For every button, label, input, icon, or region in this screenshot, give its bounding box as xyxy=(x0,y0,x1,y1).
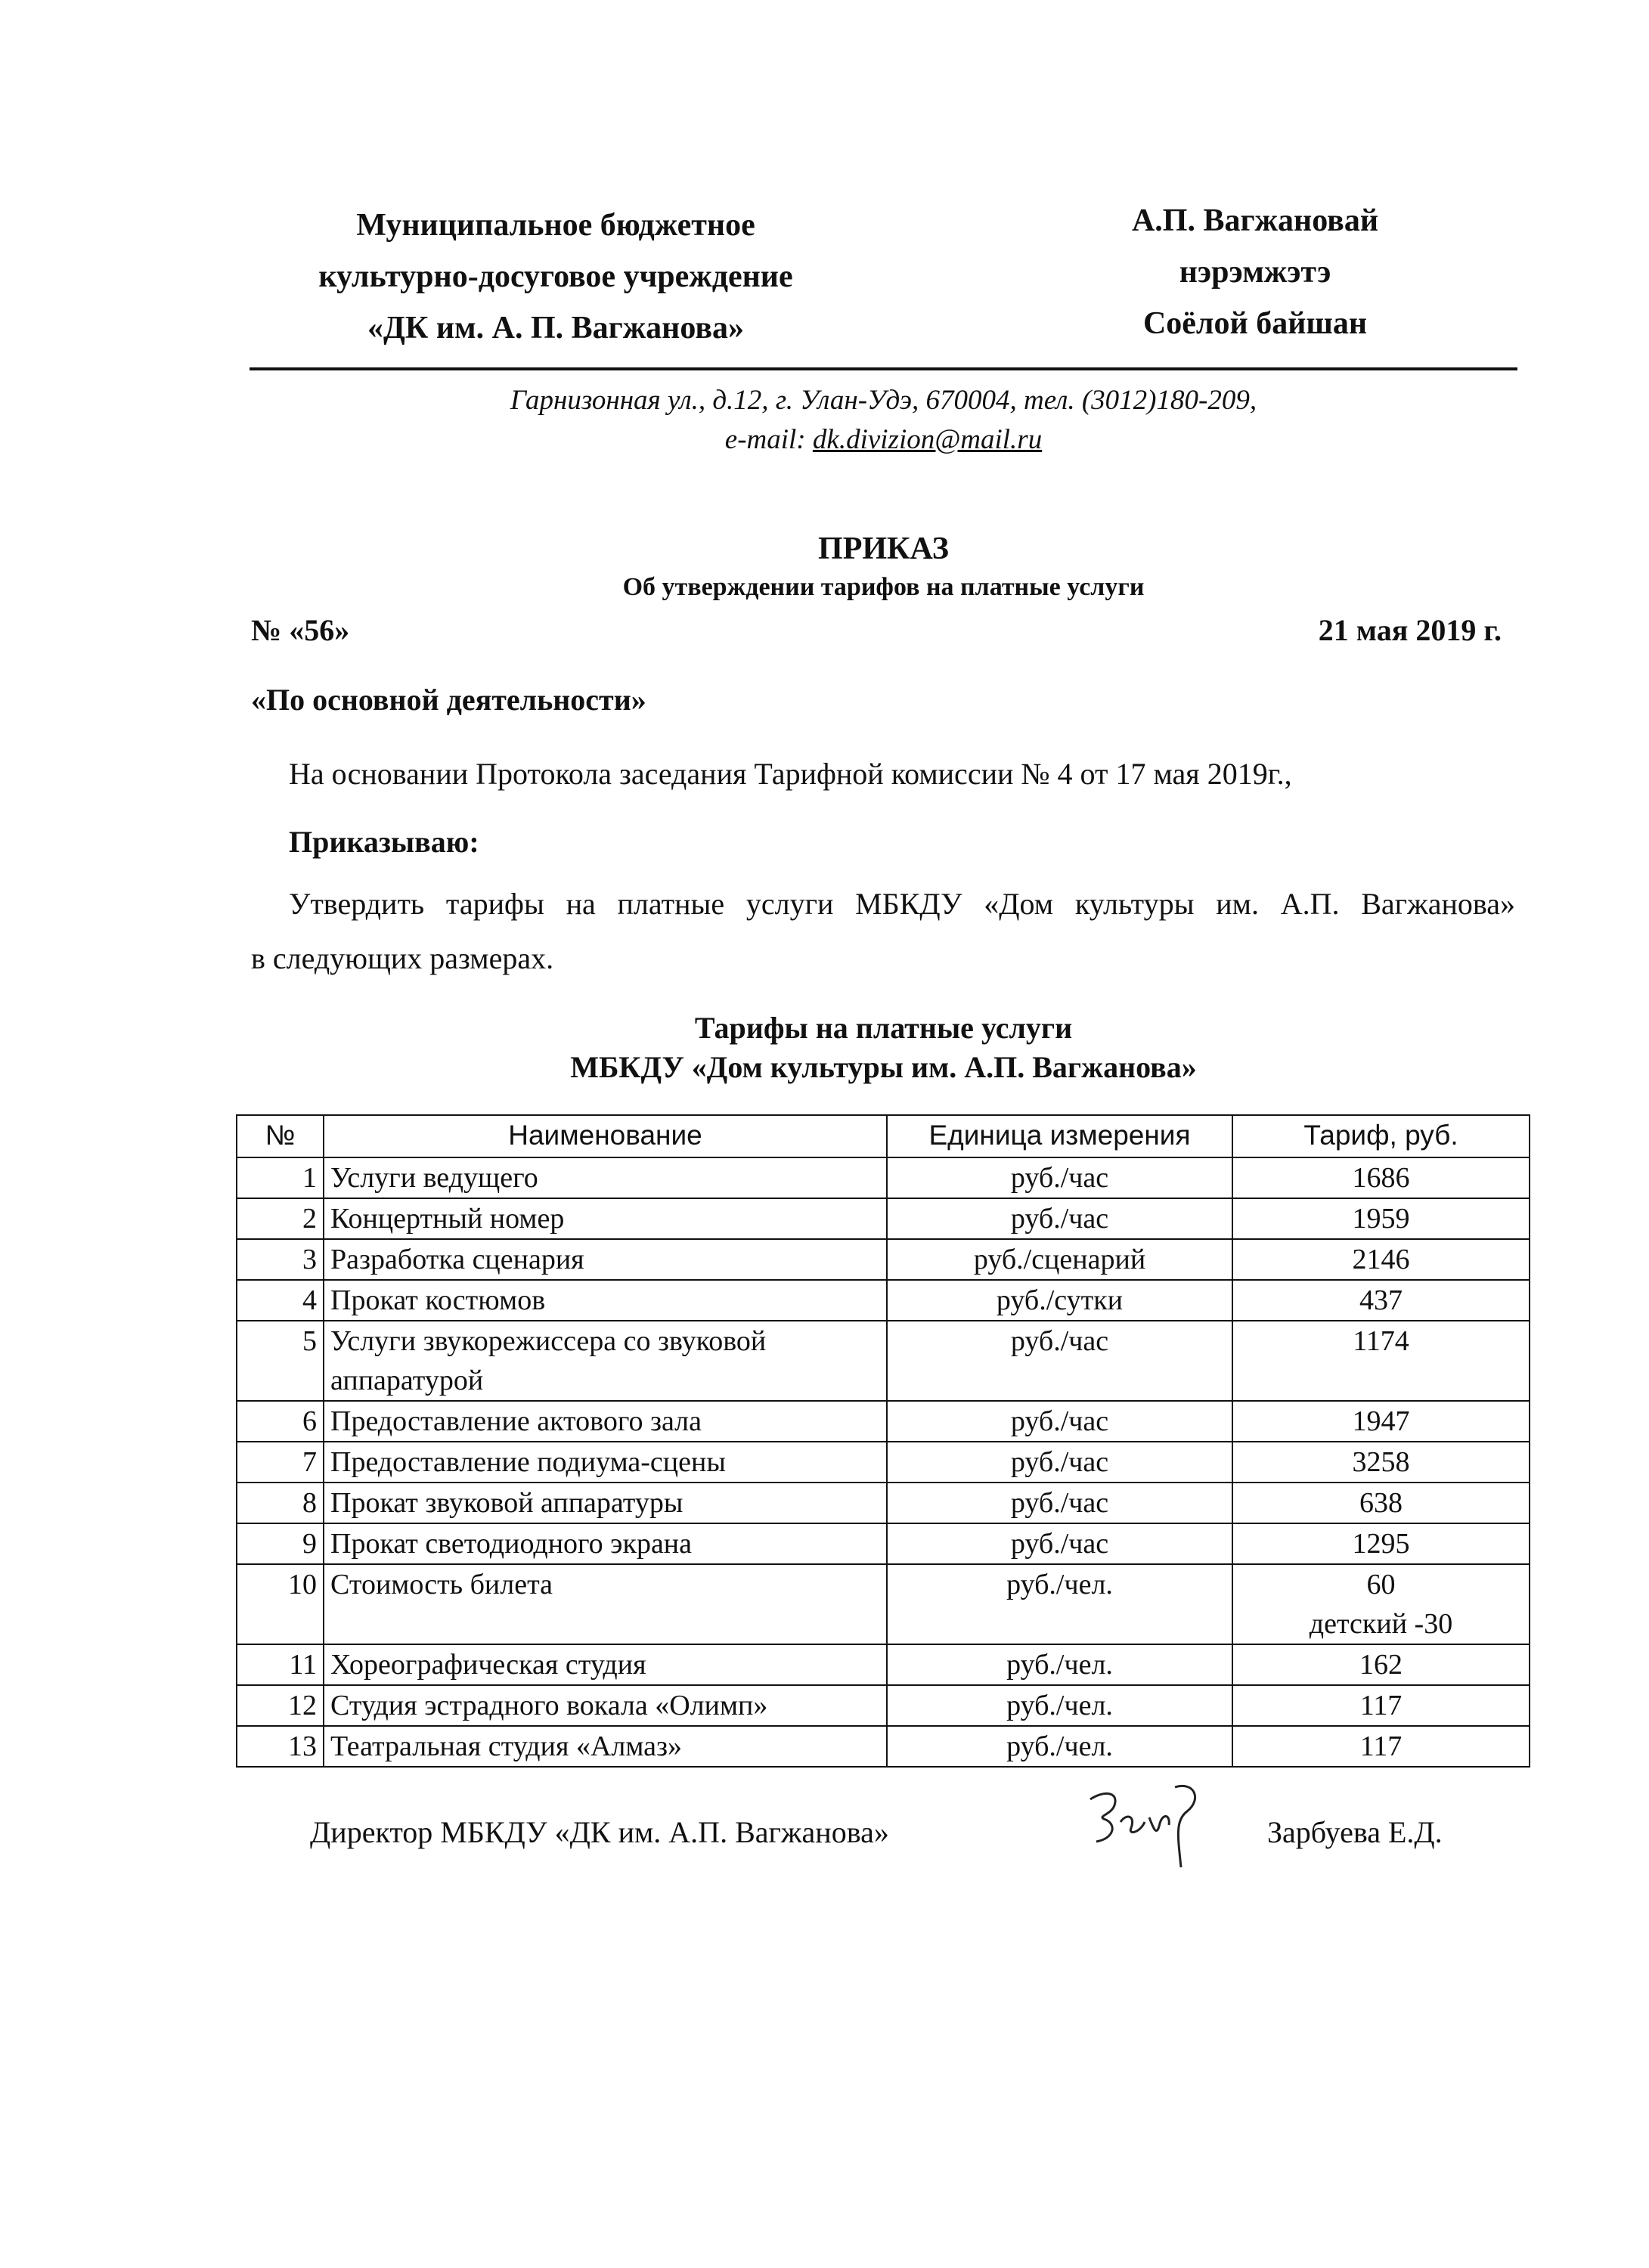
table-row xyxy=(237,1726,1530,1767)
row-number-text: 3 xyxy=(302,1244,317,1275)
unit-of-measure xyxy=(887,1239,1232,1280)
unit-of-measure xyxy=(887,1321,1232,1401)
tariff-value-text: 117 xyxy=(1359,1730,1403,1762)
email-label: e-mail: xyxy=(724,424,806,455)
org-name-line: Муниципальное бюджетное xyxy=(356,208,755,243)
row-number-text: 4 xyxy=(302,1284,317,1316)
service-name-text: Хореографическая студия xyxy=(330,1649,646,1681)
service-name xyxy=(324,1442,887,1483)
col-header-number: № xyxy=(237,1115,324,1157)
service-name-text: Прокат костюмов xyxy=(330,1284,546,1316)
activity-type: «По основной деятельности» xyxy=(251,683,646,717)
table-row xyxy=(237,1523,1530,1564)
table-row xyxy=(237,1198,1530,1239)
service-name-text: Предоставление подиума-сцены xyxy=(330,1446,726,1478)
unit-of-measure xyxy=(887,1564,1232,1644)
org-name-russian xyxy=(242,200,869,354)
tariff-value xyxy=(1232,1442,1530,1483)
service-name xyxy=(324,1239,887,1280)
tariff-value-text: 638 xyxy=(1359,1487,1403,1519)
row-number xyxy=(237,1442,324,1483)
service-name-text: Прокат светодиодного экрана xyxy=(330,1528,693,1560)
tariff-value-text: 437 xyxy=(1359,1284,1403,1316)
table-row xyxy=(237,1483,1530,1523)
basis-paragraph: На основании Протокола заседания Тарифной комиссии № 4 от 17 мая 2019г., xyxy=(289,757,1292,791)
unit-of-measure-text: руб./чел. xyxy=(1006,1690,1113,1721)
org-name-line: культурно-досуговое учреждение xyxy=(318,259,793,294)
service-name xyxy=(324,1198,887,1239)
table-row xyxy=(237,1321,1530,1401)
tariffs-table xyxy=(236,1114,1530,1768)
unit-of-measure xyxy=(887,1726,1232,1767)
table-title-org: МБКДУ «Дом культуры им. А.П. Вагжанова» xyxy=(570,1050,1197,1084)
service-name-text: Студия эстрадного вокала «Олимп» xyxy=(330,1690,768,1721)
row-number-text: 12 xyxy=(288,1690,317,1721)
col-header-unit: Единица измерения xyxy=(887,1115,1232,1157)
tariff-value-text: 1959 xyxy=(1352,1203,1410,1235)
tariff-value xyxy=(1232,1280,1530,1321)
director-title: Директор МБКДУ «ДК им. А.П. Вагжанова» xyxy=(310,1815,889,1849)
row-number xyxy=(237,1564,324,1644)
director-name: Зарбуева Е.Д. xyxy=(1267,1815,1443,1849)
unit-of-measure-text: руб./час xyxy=(1010,1162,1109,1194)
unit-of-measure xyxy=(887,1685,1232,1726)
service-name-text: Концертный номер xyxy=(330,1203,565,1235)
unit-of-measure xyxy=(887,1157,1232,1198)
tariff-value-text: 1295 xyxy=(1352,1528,1410,1560)
org-name-line: «ДК им. А. П. Вагжанова» xyxy=(367,311,745,345)
row-number-text: 9 xyxy=(302,1528,317,1560)
row-number xyxy=(237,1198,324,1239)
row-number xyxy=(237,1321,324,1401)
table-row xyxy=(237,1442,1530,1483)
approve-paragraph-cont: в следующих размерах. xyxy=(251,941,554,975)
header-divider xyxy=(250,367,1517,370)
row-number-text: 11 xyxy=(289,1649,317,1681)
service-name-text: Театральная студия «Алмаз» xyxy=(330,1730,683,1762)
org-name-line: А.П. Вагжановай xyxy=(1131,203,1379,238)
unit-of-measure-text: руб./чел. xyxy=(1006,1730,1113,1762)
tariff-value xyxy=(1232,1483,1530,1523)
row-number-text: 5 xyxy=(302,1325,317,1357)
table-row xyxy=(237,1239,1530,1280)
unit-of-measure-text: руб./час xyxy=(1010,1446,1109,1478)
service-name-text: Прокат звуковой аппаратуры xyxy=(330,1487,683,1519)
service-name xyxy=(324,1685,887,1726)
order-date: 21 мая 2019 г. xyxy=(1318,613,1502,647)
row-number-text: 1 xyxy=(302,1162,317,1194)
row-number xyxy=(237,1483,324,1523)
org-name-line: Соёлой байшан xyxy=(1142,306,1368,341)
row-number-text: 10 xyxy=(288,1569,317,1600)
tariff-extra-text: детский -30 xyxy=(1309,1608,1453,1640)
unit-of-measure-text: руб./час xyxy=(1010,1528,1109,1560)
unit-of-measure xyxy=(887,1523,1232,1564)
row-number-text: 7 xyxy=(302,1446,317,1478)
row-number xyxy=(237,1685,324,1726)
row-number xyxy=(237,1644,324,1685)
tariff-value-text: 117 xyxy=(1359,1690,1403,1721)
row-number xyxy=(237,1726,324,1767)
unit-of-measure xyxy=(887,1644,1232,1685)
email-link[interactable]: dk.divizion@mail.ru xyxy=(812,424,1043,455)
unit-of-measure-text: руб./сценарий xyxy=(973,1244,1146,1275)
order-number: № «56» xyxy=(251,613,350,647)
tariff-value xyxy=(1232,1564,1530,1644)
service-name-text: Разработка сценария xyxy=(330,1244,584,1275)
unit-of-measure-text: руб./час xyxy=(1010,1487,1109,1519)
tariff-value xyxy=(1232,1157,1530,1198)
tariff-value-text: 1686 xyxy=(1352,1162,1410,1194)
table-title: Тарифы на платные услуги xyxy=(694,1011,1073,1045)
service-name-text: Предоставление актового зала xyxy=(330,1405,702,1437)
table-header-row xyxy=(237,1115,1530,1157)
approve-paragraph: Утвердить тарифы на платные услуги МБКДУ «Дом культуры им. А.П. Вагжанова» xyxy=(289,887,1515,921)
col-header-tariff: Тариф, руб. xyxy=(1232,1115,1530,1157)
tariff-value xyxy=(1232,1726,1530,1767)
handwritten-signature-icon xyxy=(1081,1777,1217,1875)
row-number xyxy=(237,1523,324,1564)
unit-of-measure-text: руб./час xyxy=(1010,1405,1109,1437)
table-row xyxy=(237,1280,1530,1321)
tariff-value-text: 1947 xyxy=(1352,1405,1410,1437)
col-header-name: Наименование xyxy=(324,1115,887,1157)
tariff-value xyxy=(1232,1644,1530,1685)
unit-of-measure xyxy=(887,1198,1232,1239)
service-name xyxy=(324,1157,887,1198)
email-line xyxy=(250,423,1517,456)
unit-of-measure xyxy=(887,1401,1232,1442)
unit-of-measure xyxy=(887,1280,1232,1321)
row-number-text: 6 xyxy=(302,1405,317,1437)
service-name xyxy=(324,1401,887,1442)
service-name xyxy=(324,1321,887,1401)
directive-heading: Приказываю: xyxy=(289,825,479,859)
unit-of-measure-text: руб./час xyxy=(1010,1203,1109,1235)
table-row xyxy=(237,1685,1530,1726)
tariff-value xyxy=(1232,1239,1530,1280)
table-row xyxy=(237,1157,1530,1198)
row-number-text: 2 xyxy=(302,1203,317,1235)
org-name-buryat xyxy=(1036,195,1474,349)
row-number xyxy=(237,1239,324,1280)
service-name xyxy=(324,1644,887,1685)
row-number xyxy=(237,1157,324,1198)
tariff-value xyxy=(1232,1198,1530,1239)
row-number xyxy=(237,1280,324,1321)
table-row xyxy=(237,1644,1530,1685)
table-row xyxy=(237,1401,1530,1442)
org-name-line: нэрэмжэтэ xyxy=(1179,255,1331,290)
row-number-text: 13 xyxy=(288,1730,317,1762)
unit-of-measure-text: руб./чел. xyxy=(1006,1649,1113,1681)
tariff-value xyxy=(1232,1523,1530,1564)
tariff-value-text: 2146 xyxy=(1352,1244,1410,1275)
row-number-text: 8 xyxy=(302,1487,317,1519)
service-name xyxy=(324,1280,887,1321)
service-name xyxy=(324,1726,887,1767)
tariff-value-text: 1174 xyxy=(1353,1325,1409,1357)
unit-of-measure xyxy=(887,1483,1232,1523)
tariff-value xyxy=(1232,1401,1530,1442)
tariff-value xyxy=(1232,1321,1530,1401)
tariff-value-text: 3258 xyxy=(1352,1446,1410,1478)
service-name xyxy=(324,1564,887,1644)
service-name-text: Стоимость билета xyxy=(330,1569,553,1600)
address-line: Гарнизонная ул., д.12, г. Улан-Удэ, 670004, тел. (3012)180-209, xyxy=(510,385,1257,416)
row-number xyxy=(237,1401,324,1442)
tariff-value-text: 162 xyxy=(1359,1649,1403,1681)
unit-of-measure-text: руб./чел. xyxy=(1006,1569,1113,1600)
service-name xyxy=(324,1483,887,1523)
service-name-text: Услуги звукорежиссера со звуковой аппаратурой xyxy=(330,1325,767,1396)
service-name-text: Услуги ведущего xyxy=(330,1162,538,1194)
order-subtitle: Об утверждении тарифов на платные услуги xyxy=(622,573,1145,601)
tariff-value xyxy=(1232,1685,1530,1726)
tariff-value-text: 60 xyxy=(1366,1569,1396,1600)
table-body xyxy=(237,1157,1530,1767)
table-row xyxy=(237,1564,1530,1644)
service-name xyxy=(324,1523,887,1564)
unit-of-measure-text: руб./сутки xyxy=(996,1284,1124,1316)
order-title: ПРИКАЗ xyxy=(818,531,949,566)
unit-of-measure-text: руб./час xyxy=(1010,1325,1109,1357)
unit-of-measure xyxy=(887,1442,1232,1483)
